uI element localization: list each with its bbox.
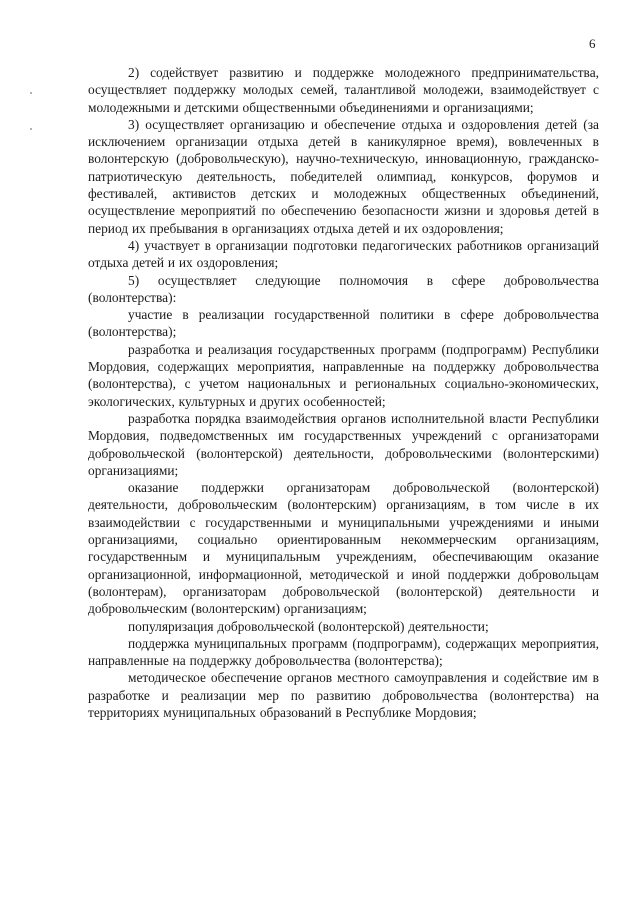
paragraph-municipal-programs: поддержка муниципальных программ (подпрограмм), содержащих мероприятия, направленные на поддержку добровольчества (волонтерства); bbox=[88, 635, 599, 669]
page-number: 6 bbox=[589, 36, 596, 51]
paragraph-item-2: 2) содействует развитию и поддержке молодежного предпринимательства, осуществляет поддержку молодых семей, талантливой молодежи, взаимодействует с молодежными и детскими общественными объединениями и организациями; bbox=[88, 65, 599, 115]
document-body bbox=[88, 64, 599, 721]
paragraph-item-5: 5) осуществляет следующие полномочия в сфере добровольчества (волонтерства): bbox=[88, 272, 599, 305]
paragraph-item-3: 3) осуществляет организацию и обеспечение отдыха и оздоровления детей (за исключением организации отдыха детей в каникулярное время), вовлеченных в волонтерскую (добровольческую), научно-техническую, инновационную, гражданско-патриотическую деятельность, победителей олимпиад, конкурсов, форумов и фестивалей, активистов детских и молодежных общественных объединений, осуществление мероприятий по обеспечению безопасности жизни и здоровья детей в период их пребывания в организациях отдыха детей и их оздоровления; bbox=[88, 116, 599, 236]
paragraph-support: оказание поддержки организаторам добровольческой (волонтерской) деятельности, добровольческим (волонтерским) организациям, в том числе в их взаимодействии с государственными и муниципальными учреждениями и иными организациями, социально ориентированным некоммерческим организациям, государственным и муниципальным учреждениям, обеспечивающим оказание организационной, информационной, методической и иной поддержки добровольцам (волонтерам), организаторам добровольческой (волонтерской) деятельности и добровольческим (волонтерским) организациям; bbox=[88, 480, 599, 617]
paragraph-methodical-support: методическое обеспечение органов местного самоуправления и содействие им в разработке и реализации мер по развитию добровольчества (волонтерства) на территориях муниципальных образований в Республике Мордовия; bbox=[88, 670, 599, 720]
paragraph-participation: участие в реализации государственной политики в сфере добровольчества (волонтерства); bbox=[88, 307, 599, 340]
paragraph-interaction-order: разработка порядка взаимодействия органов исполнительной власти Республики Мордовия, подведомственных им государственных учреждений с организаторами добровольческой (волонтерской) деятельности, добровольческими (волонтерскими) организациями; bbox=[88, 410, 599, 478]
margin-mark bbox=[30, 128, 32, 130]
paragraph-programs: разработка и реализация государственных программ (подпрограмм) Республики Мордовия, содержащих мероприятия, направленные на поддержку добровольчества (волонтерства), с учетом национальных и региональных социально-экономических, экологических, культурных и других особенностей; bbox=[88, 341, 599, 409]
paragraph-item-4: 4) участвует в организации подготовки педагогических работников организаций отдыха детей и их оздоровления; bbox=[88, 237, 599, 271]
paragraph-popularization: популяризация добровольческой (волонтерской) деятельности; bbox=[128, 618, 489, 634]
margin-mark bbox=[30, 92, 32, 94]
